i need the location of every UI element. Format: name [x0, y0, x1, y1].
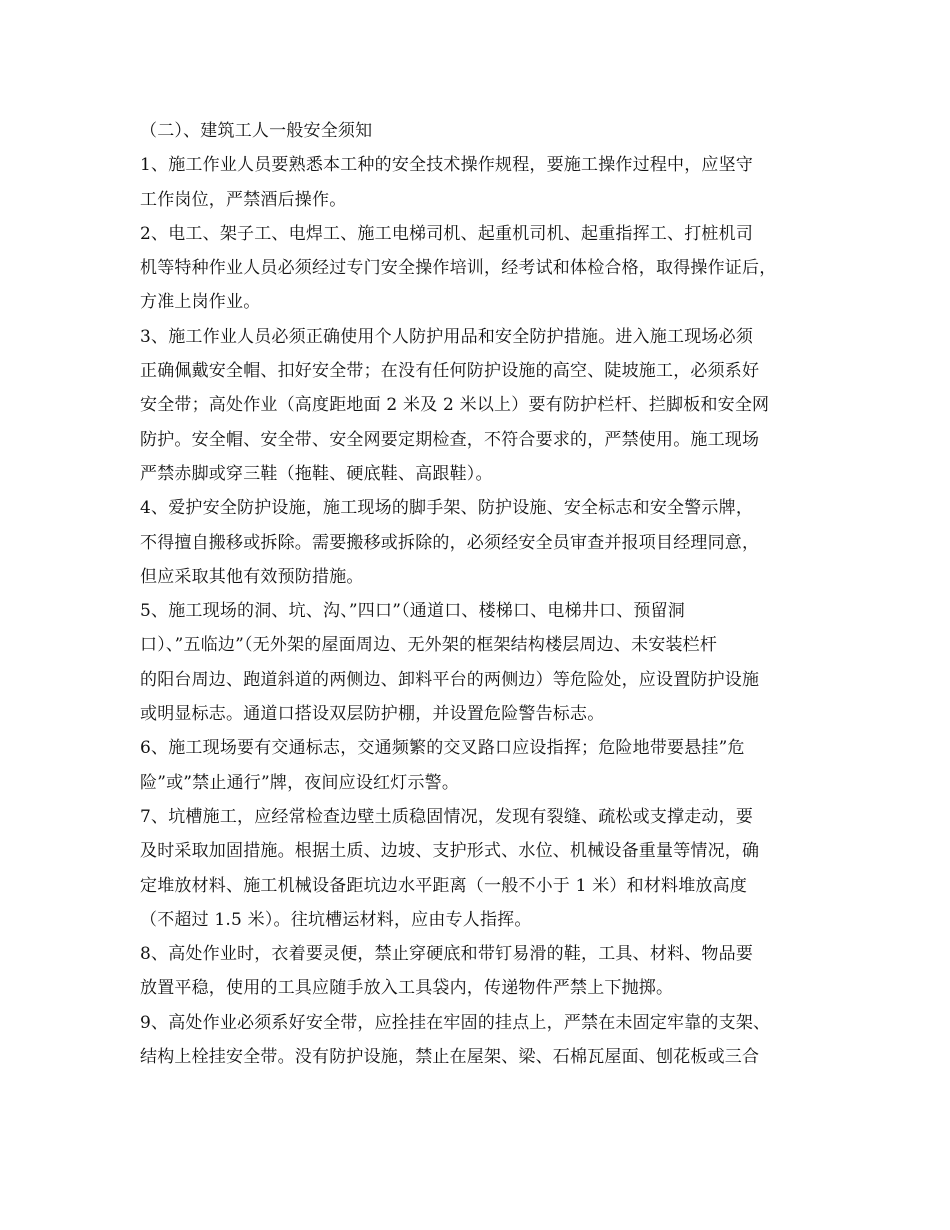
text-line: 险”或”禁止通行”牌，夜间应设红灯示警。: [140, 772, 460, 793]
section-heading: （二）、建筑工人一般安全须知: [140, 121, 373, 141]
text-line: （不超过 1.5 米）。往坑槽运材料，应由专人指挥。: [140, 909, 532, 930]
text-line: 2、电工、架子工、电焊工、施工电梯司机、起重机司机、起重指挥工、打桩机司: [140, 223, 754, 244]
text-line: 的阳台周边、跑道斜道的两侧边、卸料平台的两侧边）等危险处，应设置防护设施: [140, 669, 760, 690]
text-line: 4、爱护安全防护设施，施工现场的脚手架、防护设施、安全标志和安全警示牌，: [140, 498, 754, 519]
text-line: 结构上栓挂安全带。没有防护设施，禁止在屋架、梁、石棉瓦屋面、刨花板或三合: [140, 1047, 760, 1068]
text-line: 工作岗位，严禁酒后操作。: [140, 189, 347, 210]
text-line: 不得擅自搬移或拆除。需要搬移或拆除的，必须经安全员审查并报项目经理同意，: [140, 532, 760, 553]
text-line: 1、施工作业人员要熟悉本工种的安全技术操作规程，要施工操作过程中，应坚守: [140, 155, 754, 176]
text-line: 9、高处作业必须系好安全带，应拴挂在牢固的挂点上，严禁在未固定牢靠的支架、: [140, 1012, 771, 1033]
text-line: 口）、”五临边”（无外架的屋面周边、无外架的框架结构楼层周边、未安装栏杆: [140, 635, 718, 656]
text-line: 8、高处作业时，衣着要灵便，禁止穿硬底和带钉易滑的鞋，工具、材料、物品要: [140, 944, 754, 965]
text-line: 方准上岗作业。: [140, 292, 261, 313]
text-line: 安全带；高处作业（高度距地面 2 米及 2 米以上）要有防护栏杆、拦脚板和安全网: [140, 395, 770, 416]
text-line: 5、施工现场的洞、坑、沟、”四口”（通道口、楼梯口、电梯井口、预留洞: [140, 601, 685, 622]
text-line: 防护。安全帽、安全带、安全网要定期检查，不符合要求的，严禁使用。施工现场: [140, 429, 760, 450]
text-line: 正确佩戴安全帽、扣好安全带；在没有任何防护设施的高空、陡坡施工，必须系好: [140, 361, 760, 382]
text-line: 及时采取加固措施。根据土质、边坡、支护形式、水位、机械设备重量等情况，确: [140, 841, 760, 862]
text-line: 6、施工现场要有交通标志，交通频繁的交叉路口应设指挥；危险地带要悬挂”危: [140, 738, 745, 759]
text-line: 放置平稳，使用的工具应随手放入工具袋内，传递物件严禁上下抛掷。: [140, 978, 674, 999]
text-line: 或明显标志。通道口搭设双层防护棚，并设置危险警告标志。: [140, 704, 605, 725]
text-line: 机等特种作业人员必须经过专门安全操作培训，经考试和体检合格，取得操作证后，: [140, 258, 777, 279]
text-line: 7、坑槽施工，应经常检查边壁土质稳固情况，发现有裂缝、疏松或支撑走动，要: [140, 806, 754, 827]
text-line: 严禁赤脚或穿三鞋（拖鞋、硬底鞋、高跟鞋）。: [140, 463, 493, 484]
document-body: [140, 114, 840, 1074]
text-line: 3、施工作业人员必须正确使用个人防护用品和安全防护措施。进入施工现场必须: [140, 326, 754, 347]
text-line: 定堆放材料、施工机械设备距坑边水平距离（一般不小于 1 米）和材料堆放高度: [140, 875, 748, 896]
text-line: 但应采取其他有效预防措施。: [140, 566, 364, 587]
